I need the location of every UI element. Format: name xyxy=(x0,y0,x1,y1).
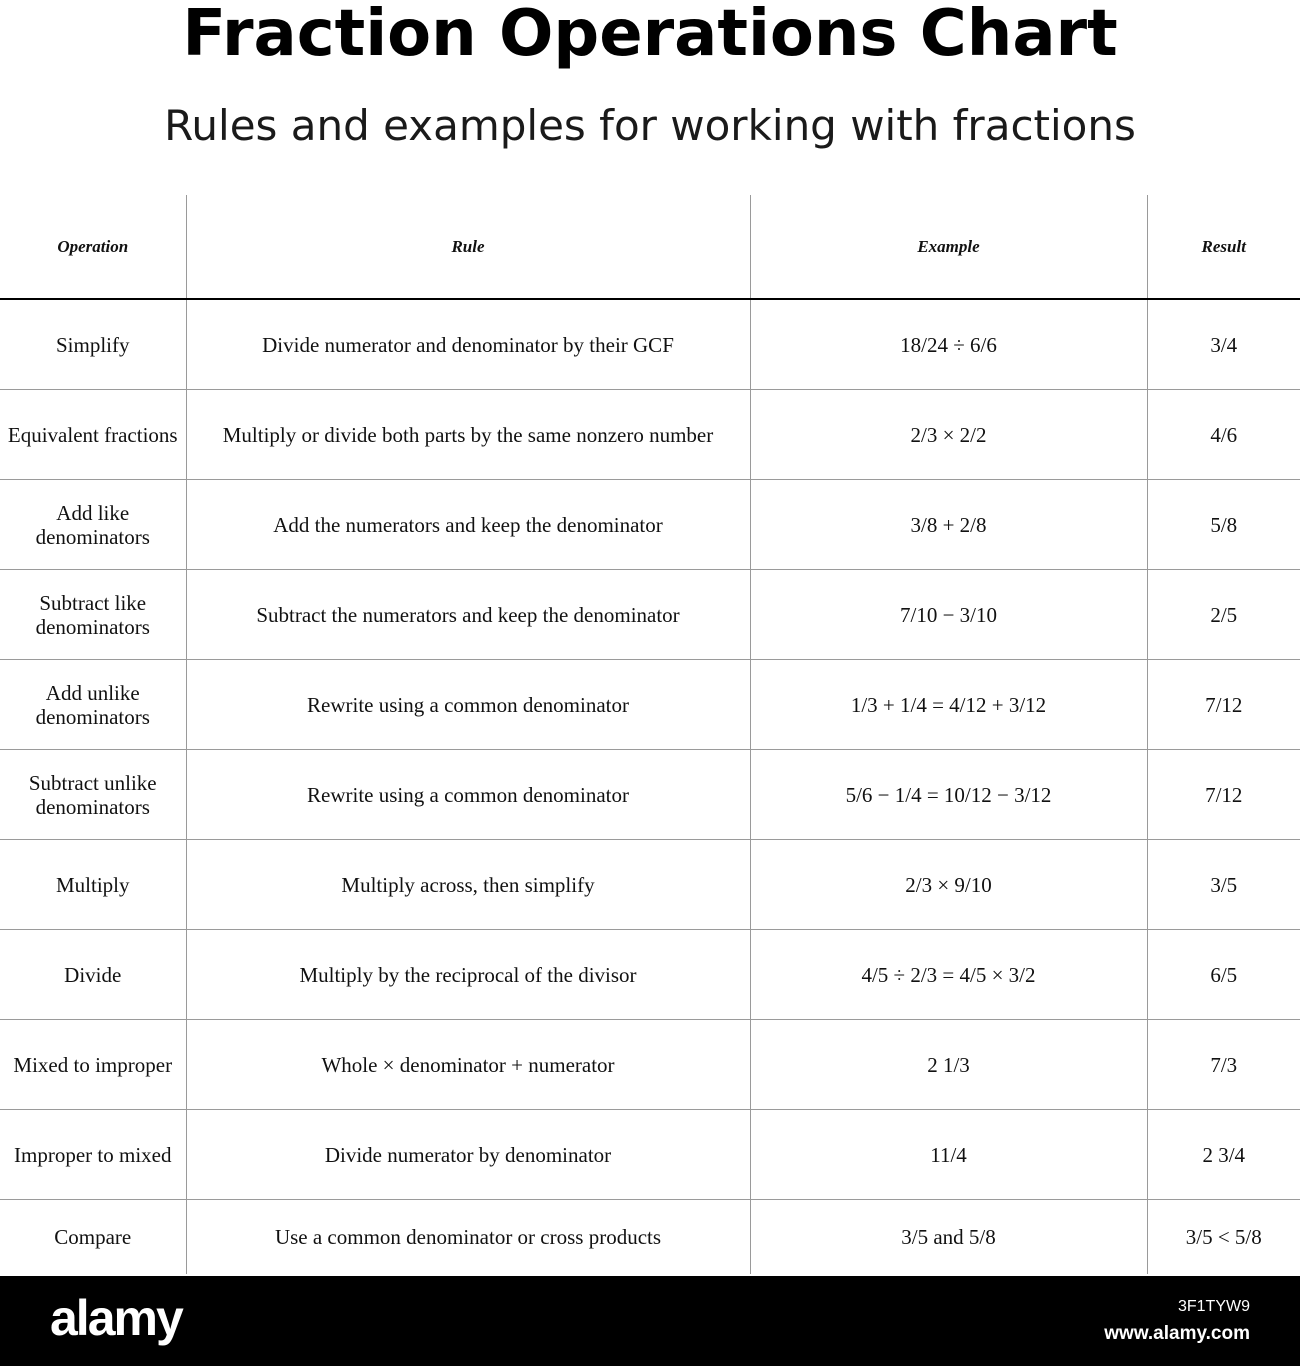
cell-rule: Rewrite using a common denominator xyxy=(186,660,750,750)
cell-rule: Add the numerators and keep the denominator xyxy=(186,480,750,570)
cell-operation: Subtract like denominators xyxy=(0,570,186,660)
cell-operation: Divide xyxy=(0,930,186,1020)
cell-result: 5/8 xyxy=(1147,480,1300,570)
table-row xyxy=(0,1020,1300,1110)
cell-example: 18/24 ÷ 6/6 xyxy=(750,299,1147,390)
cell-operation: Add unlike denominators xyxy=(0,660,186,750)
cell-operation: Equivalent fractions xyxy=(0,390,186,480)
cell-result: 2 3/4 xyxy=(1147,1110,1300,1200)
cell-rule: Multiply or divide both parts by the same nonzero number xyxy=(186,390,750,480)
page-title: Fraction Operations Chart xyxy=(182,0,1118,71)
cell-result: 7/12 xyxy=(1147,660,1300,750)
column-header-operation: Operation xyxy=(0,195,186,299)
alamy-logo: alamy xyxy=(50,1290,182,1346)
cell-example: 3/8 + 2/8 xyxy=(750,480,1147,570)
fraction-operations-table-container xyxy=(0,195,1300,1276)
cell-result: 2/5 xyxy=(1147,570,1300,660)
cell-example: 2 1/3 xyxy=(750,1020,1147,1110)
cell-example: 2/3 × 9/10 xyxy=(750,840,1147,930)
cell-rule: Multiply by the reciprocal of the divisor xyxy=(186,930,750,1020)
cell-rule: Whole × denominator + numerator xyxy=(186,1020,750,1110)
cell-rule: Divide numerator by denominator xyxy=(186,1110,750,1200)
cell-rule: Use a common denominator or cross products xyxy=(186,1200,750,1275)
table-row xyxy=(0,390,1300,480)
cell-result: 4/6 xyxy=(1147,390,1300,480)
cell-result: 3/5 < 5/8 xyxy=(1185,1225,1262,1249)
cell-example: 2/3 × 2/2 xyxy=(750,390,1147,480)
image-id-label: 3F1TYW9 xyxy=(1177,1298,1250,1315)
cell-example: 7/10 − 3/10 xyxy=(750,570,1147,660)
cell-operation: Simplify xyxy=(0,299,186,390)
cell-operation: Add like denominators xyxy=(0,480,186,570)
cell-example: 4/5 ÷ 2/3 = 4/5 × 3/2 xyxy=(750,930,1147,1020)
cell-example: 11/4 xyxy=(750,1110,1147,1200)
cell-operation: Compare xyxy=(0,1200,186,1275)
table-row xyxy=(0,1200,1300,1275)
table-row xyxy=(0,750,1300,840)
cell-operation: Multiply xyxy=(0,840,186,930)
cell-result: 7/3 xyxy=(1147,1020,1300,1110)
table-row xyxy=(0,299,1300,390)
cell-rule: Multiply across, then simplify xyxy=(186,840,750,930)
cell-result: 3/5 xyxy=(1147,840,1300,930)
column-header-example: Example xyxy=(750,195,1147,299)
cell-result: 7/12 xyxy=(1147,750,1300,840)
table-row xyxy=(0,1110,1300,1200)
cell-rule: Rewrite using a common denominator xyxy=(186,750,750,840)
cell-rule: Subtract the numerators and keep the denominator xyxy=(186,570,750,660)
watermark-footer-bar xyxy=(0,1276,1300,1366)
column-header-rule: Rule xyxy=(186,195,750,299)
cell-example: 5/6 − 1/4 = 10/12 − 3/12 xyxy=(750,750,1147,840)
table-row xyxy=(0,570,1300,660)
cell-result: 6/5 xyxy=(1147,930,1300,1020)
cell-rule: Divide numerator and denominator by their GCF xyxy=(186,299,750,390)
cell-example: 3/5 and 5/8 xyxy=(750,1200,1147,1275)
table-header-row xyxy=(0,195,1300,299)
cell-operation: Mixed to improper xyxy=(0,1020,186,1110)
cell-result: 3/4 xyxy=(1147,299,1300,390)
site-url-label: www.alamy.com xyxy=(1104,1323,1250,1344)
column-header-result: Result xyxy=(1147,195,1300,299)
fraction-operations-table xyxy=(0,195,1300,1274)
table-row xyxy=(0,930,1300,1020)
table-row xyxy=(0,840,1300,930)
table-row xyxy=(0,480,1300,570)
table-row xyxy=(0,660,1300,750)
cell-example: 1/3 + 1/4 = 4/12 + 3/12 xyxy=(750,660,1147,750)
cell-operation: Improper to mixed xyxy=(0,1110,186,1200)
page-subtitle: Rules and examples for working with fractions xyxy=(164,101,1136,150)
cell-operation: Subtract unlike denominators xyxy=(0,750,186,840)
